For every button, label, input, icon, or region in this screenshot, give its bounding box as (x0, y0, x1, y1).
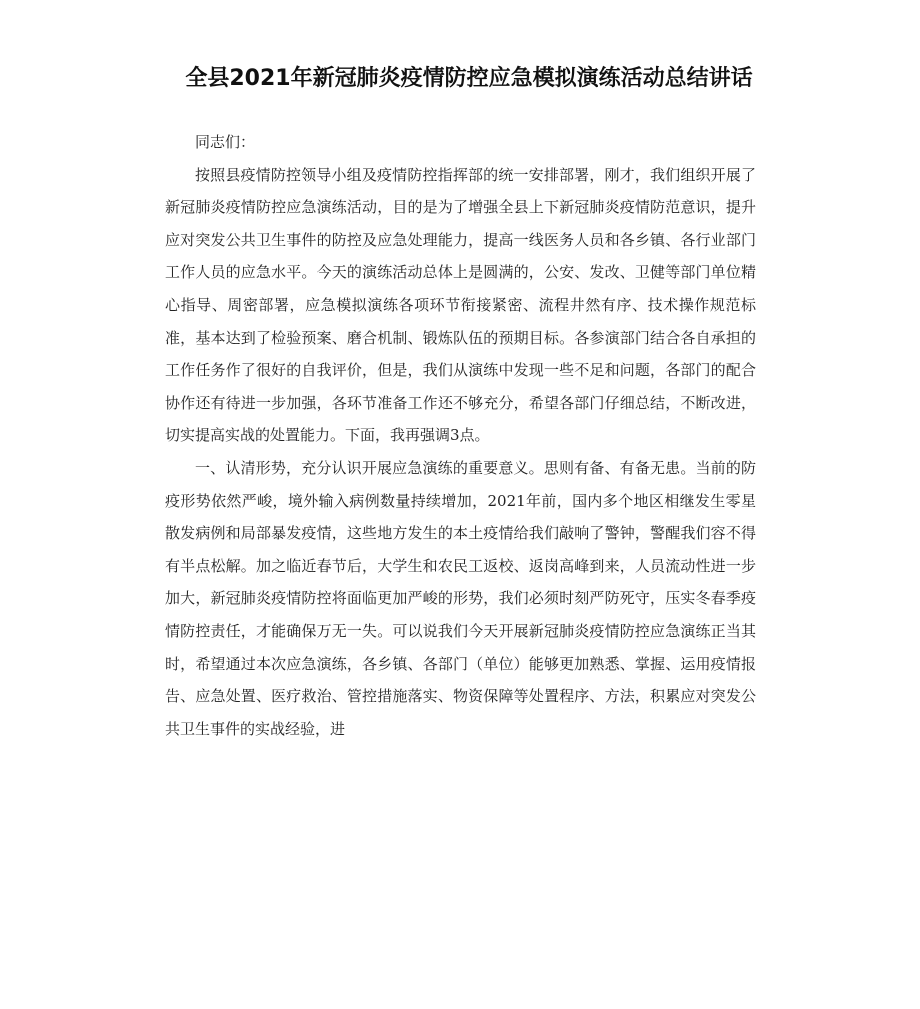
document-body (165, 126, 756, 745)
body-paragraph: 按照县疫情防控领导小组及疫情防控指挥部的统一安排部署，刚才，我们组织开展了新冠肺炎疫情防控应急演练活动，目的是为了增强全县上下新冠肺炎疫情防范意识，提升应对突发公共卫生事件的防控及应急处理能力，提高一线医务人员和各乡镇、各行业部门工作人员的应急水平。今天的演练活动总体上是圆满的，公安、发改、卫健等部门单位精心指导、周密部署，应急模拟演练各项环节衔接紧密、流程井然有序、技术操作规范标准，基本达到了检验预案、磨合机制、锻炼队伍的预期目标。各参演部门结合各自承担的工作任务作了很好的自我评价，但是，我们从演练中发现一些不足和问题，各部门的配合协作还有待进一步加强，各环节准备工作还不够充分，希望各部门仔细总结，不断改进，切实提高实战的处置能力。下面，我再强调3点。 (165, 165, 756, 445)
salutation: 同志们： (195, 133, 256, 151)
document-title: 全县2021年新冠肺炎疫情防控应急模拟演练活动总结讲话 (185, 66, 753, 91)
body-paragraph: 一、认清形势，充分认识开展应急演练的重要意义。思则有备、有备无患。当前的防疫形势依然严峻，境外输入病例数量持续增加，2021年前，国内多个地区相继发生零星散发病例和局部暴发疫情，这些地方发生的本土疫情给我们敲响了警钟，警醒我们容不得有半点松解。加之临近春节后，大学生和农民工返校、返岗高峰到来，人员流动性进一步加大，新冠肺炎疫情防控将面临更加严峻的形势，我们必须时刻严防死守，压实冬春季疫情防控责任，才能确保万无一失。可以说我们今天开展新冠肺炎疫情防控应急演练正当其时，希望通过本次应急演练，各乡镇、各部门（单位）能够更加熟悉、掌握、运用疫情报告、应急处置、医疗救治、管控措施落实、物资保障等处置程序、方法，积累应对突发公共卫生事件的实战经验，进 (165, 458, 756, 738)
